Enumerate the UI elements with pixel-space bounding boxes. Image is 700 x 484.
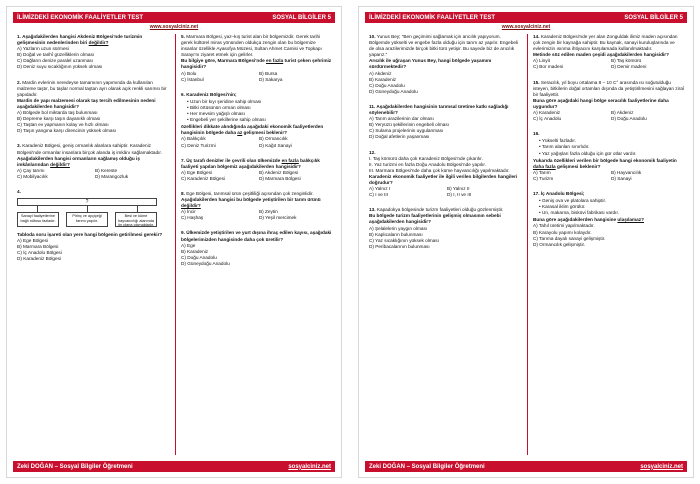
question-2: 2. Mardin evlerinin neredeyse tamamının yapımında da kullanılan malzeme taştır, bu taşlar normal taştan ayrı olarak açık renkli sarımsı bir yapıdadır. Mardin de yapı malzemesi olarak taş tercih edilmesinin nedeni aşağıdakilerden hangisidir? A) Bölgede bol miktarda taş bulunması B) Depreme karşı taşın dayanıklı olması C) Taştan ev yapmanın kolay ve hızlı olması D) Taşın yangına karşı direncinin yüksek olması xyxy=(17,80,169,135)
question-1: 1. Aşağıdakilerden hangisi Akdeniz Bölgesi'nde turizmin gelişmesinin nedenlerinden biri değildir? A) Yazların uzun sürmesi B) Doğal ve tarihî güzelliklerin olması C) Dağların denize paralel uzanması D) Deniz suyu sıcaklığının yüksek olması xyxy=(17,34,169,71)
option[interactable]: B) Yeryüzü şekillerinin engebeli olması xyxy=(369,122,449,128)
statement: I. Taş kömürü daha çok Karadeniz Bölgesi'nde çıkarılır. xyxy=(369,155,483,161)
question-4: 4. ? Sanayi faaliyetlerine bağlı nüfusu fazladır. Pirinç ve ayçiçeği tarımı yapılır. Besi ve küme hayvancılığı alanında ön plana çıkmaktadır. Tabloda soru işareti olan yere hangi bölgenin getirilmesi gerekir? A) Ege Bölgesi B) Marmara Bölgesi C) İç Anadolu Bölgesi D) Karadeniz Bölgesi xyxy=(17,189,169,263)
bullet-item: • Yaz yağışları fazla olduğu için gür otlar vardır. xyxy=(539,151,685,157)
option[interactable]: B) Bursa xyxy=(259,70,278,76)
option[interactable]: B) Hayvancılık xyxy=(611,169,642,175)
option[interactable]: D) Ormancılık gelişmiştir. xyxy=(533,241,586,247)
option[interactable]: D) Sakarya xyxy=(259,76,283,82)
diagram-box: Sanayi faaliyetlerine bağlı nüfusu fazladır. xyxy=(17,212,59,227)
option[interactable]: C) I ve III xyxy=(369,192,389,198)
option[interactable]: B) Kereste xyxy=(95,167,118,173)
test-title: İLİMİZDEKİ EKONOMİK FAALİYETLER TEST xyxy=(369,14,495,21)
column-divider xyxy=(527,34,528,455)
test-page-right xyxy=(358,6,694,478)
option[interactable]: C) Mobilyacılık xyxy=(17,173,48,179)
question-7: 7. Üç tarafı denizler ile çevrili olan ülkemizde en fazla balıkçılık faaliyeti yapılan bölgemiz aşağıdakilerden hangisidir? A) Ege Bölgesi B) Akdeniz Bölgesi C) Karadeniz Bölgesi D) Marmara Bölgesi xyxy=(181,158,333,182)
page-footer xyxy=(365,461,687,472)
question-11: 11. Aşağıdakilerden hangisinin tarımsal üretime katkı sağladığı söylenebilir? A) Tarım arazilerinin dar olması B) Yeryüzü şekillerinin engebeli olması C) Sulama projelerinin uygulanması D) Doğal afetlerin yaşanması xyxy=(369,104,521,141)
page-footer xyxy=(13,461,335,472)
footer-site-link[interactable]: sosyalciniz.net xyxy=(640,463,683,470)
region-diagram xyxy=(17,198,167,228)
option[interactable]: B) Ormancılık xyxy=(259,136,288,142)
question-13: 13. Kapadokya bölgesinde turizm faaliyetleri olduğu gözlenmiştir. Bu bölgede turizm faaliyetlerinin gelişmiş olmasının sebebi aşağıdakilerden hangisidir? A) Şelalelerin yaygın olması B) Kaplıcaların bulunması C) Yaz sıcaklığının yüksek olması D) Peribacalarının bulunması xyxy=(369,207,521,250)
option[interactable]: D) Marangozluk xyxy=(95,173,129,179)
option[interactable]: A) Akdeniz xyxy=(369,70,392,76)
page-header xyxy=(365,12,687,23)
option[interactable]: A) Bölgede bol miktarda taş bulunması xyxy=(17,110,98,116)
bullet-item: • Her mevsim yağışlı olması xyxy=(187,111,333,117)
bullet-item: • Uzun bir kıyı şeridine sahip olması xyxy=(187,99,333,105)
question-9: 9. Ülkemizde yetiştirilen ve yurt dışına ihraç edilen kayısı, aşağıdaki bölgelerimizden hangisinde daha çok üretilir? A) Ege B) Karadeniz C) Doğu Anadolu D) Güneydoğu Anadolu xyxy=(181,230,332,266)
option[interactable]: B) Marmara Bölgesi xyxy=(17,244,59,250)
option[interactable]: D) Doğal afetlerin yaşanması xyxy=(369,134,430,140)
question-10: 10. Yunus Bey; "Ben geçimimi sağlamak için arıcılık yapıyorum. Bölgemde yükselti ve engebe fazla olduğu için tarım az yapılır. Engebeli de olsa arazilerimizde birçok bitki türü yetişir. Bu sayede biz de arıcılık yaparız." Arıcılık ile uğraşan Yunus Bey, hangi bölgede yaşamını sürdürmektedir? A) Akdeniz B) Karadeniz C) Doğu Anadolu D) Güneydoğu Anadolu xyxy=(369,34,521,95)
option[interactable]: C) Dağların denize paralel uzanması xyxy=(17,58,94,64)
question-12: 12. I. Taş kömürü daha çok Karadeniz Bölgesi'nde çıkarılır. II. Yaz turizmi en fazla Doğu Anadolu Bölgesi'nde yapılır. III. Marmara Bölgesi'nde daha çok küme hayvancılığı yapılmaktadır. Karadeniz ekonomik faaliyetler ile ilgili verilen bilgilerden hangileri doğrudur? A) Yalnız I B) Yalnız II C) I ve III D) I, II ve III xyxy=(369,150,521,199)
option[interactable]: C) Tarıma dayalı sanayi gelişmiştir. xyxy=(533,235,606,241)
option[interactable]: A) Tahıl üretimi yapılmaktadır. xyxy=(533,223,595,229)
column-1 xyxy=(17,34,169,272)
option[interactable]: D) Sanayi xyxy=(611,175,632,181)
test-title: İLİMİZDEKİ EKONOMİK FAALİYETLER TEST xyxy=(17,14,143,21)
option[interactable]: D) Güneydoğu Anadolu xyxy=(181,260,230,266)
question-8: 8. Ege Bölgesi, tarımsal ürün çeşitliliği açısından çok zenginlidir. Aşağıdakilerden hangisi bu bölgede yetiştirilen bir tarım ürünü değildir? A) İncir B) Zeytin C) Haşhaş D) Yeşil mercimek xyxy=(181,191,333,221)
site-link[interactable]: www.sosyalciniz.net xyxy=(501,24,551,30)
column-2 xyxy=(181,34,333,276)
option[interactable]: C) Taştan ev yapmanın kolay ve hızlı olması xyxy=(17,122,109,128)
option[interactable]: C) Karadeniz Bölgesi xyxy=(181,175,226,181)
bullet-item: • Bitki örtüsünün orman olması xyxy=(187,105,333,111)
option[interactable]: C) İstanbul xyxy=(181,76,204,82)
option[interactable]: D) Deniz suyu sıcaklığının yüksek olması xyxy=(17,64,103,70)
statement: III. Marmara Bölgesi'nde daha çok küme hayvancılığı yapılmaktadır. xyxy=(369,167,510,173)
option[interactable]: C) Yaz sıcaklığının yüksek olması xyxy=(369,237,439,243)
option[interactable]: B) Akdeniz xyxy=(611,110,634,116)
option[interactable]: A) Linyit xyxy=(533,58,550,64)
option[interactable]: D) I, II ve III xyxy=(447,192,472,198)
option[interactable]: B) Taş kömürü xyxy=(611,58,642,64)
subject-label: SOSYAL BİLGİLER 5 xyxy=(272,14,331,21)
option[interactable]: C) İç Anadolu xyxy=(533,116,562,122)
option[interactable]: A) Balıkçılık xyxy=(181,136,206,142)
option[interactable]: B) Doğal ve tarihî güzelliklerin olması xyxy=(17,52,95,58)
column-4 xyxy=(533,34,685,257)
option[interactable]: A) Ege Bölgesi xyxy=(17,238,49,244)
question-15: 15. Seracılık, yıl boyu ortalama 8 – 10 C° arasında ısı soğutulduğu isteyen, bitkilerin doğal ortamları dışında da yetiştirilmesini sağlayan ziraî bir faaliyettir. Buna göre aşağıdaki hangi bölge seracılık faaliyetlerine daha uygundur? A) Karadeniz B) Akdeniz C) İç Anadolu D) Doğu Anadolu xyxy=(533,79,685,122)
bullet-item: • Yükselti fazladır. xyxy=(539,138,685,144)
option[interactable]: B) Karadeniz xyxy=(181,248,209,254)
footer-site-link[interactable]: sosyalciniz.net xyxy=(288,463,331,470)
option[interactable]: C) İç Anadolu Bölgesi xyxy=(17,250,62,256)
bullet-item: • Geniş ova ve platolara sahiptir. xyxy=(539,198,685,204)
option[interactable]: D) Kağıt Sanayi xyxy=(259,142,292,148)
option[interactable]: B) Zeytin xyxy=(259,209,278,215)
test-page-left xyxy=(6,6,342,478)
option[interactable]: A) İncir xyxy=(181,209,196,215)
bullet-item: • Engebeli yer şekillerine sahip olması xyxy=(187,117,333,123)
option[interactable]: C) Turizm xyxy=(533,175,554,181)
option[interactable]: A) Karadeniz xyxy=(533,110,561,116)
option[interactable]: D) Yeşil mercimek xyxy=(259,215,297,221)
author-label: Zeki DOĞAN – Sosyal Bilgiler Öğretmeni xyxy=(369,463,485,470)
option[interactable]: C) Sulama projelerinin uygulanması xyxy=(369,128,444,134)
bullet-item: • Un, makarna, bisküvi fabrikası vardır. xyxy=(539,210,685,216)
option[interactable]: A) Tarım xyxy=(533,169,551,175)
option[interactable]: C) Doğu Anadolu xyxy=(181,254,217,260)
site-link[interactable]: www.sosyalciniz.net xyxy=(149,24,199,30)
option[interactable]: C) Bor madeni xyxy=(533,64,564,70)
option[interactable]: B) Depreme karşı taşın dayanıklı olması xyxy=(17,116,101,122)
option[interactable]: A) Ege xyxy=(181,242,196,248)
question-3: 3. Karadeniz Bölgesi, geniş ormanlık alanlara sahiptir. Karadeniz Bölgesi'nde ormanlar insanlara birçok alanda iş imkânı sağlamaktadır. Aşağıdakilerden hangisi ormanların sağlamış olduğu iş imkânlarından değildir? A) Çay tarımı B) Kereste C) Mobilyacılık D) Marangozluk xyxy=(17,143,169,180)
option[interactable]: D) Doğu Anadolu xyxy=(611,116,647,122)
option[interactable]: C) Doğu Anadolu xyxy=(369,82,405,88)
option[interactable]: B) Karadeniz xyxy=(369,76,397,82)
bullet-item: • Karasal iklim görülür. xyxy=(539,204,685,210)
option[interactable]: B) Karayolu yapımı kolaydır. xyxy=(533,229,592,235)
diagram-question-box: ? xyxy=(17,198,157,206)
subject-label: SOSYAL BİLGİLER 5 xyxy=(624,14,683,21)
question-16: 16. • Yükselti fazladır. • Tarım alanları sınırlıdır. • Yaz yağışları fazla olduğu için gür otlar vardır. Yukarıda özellikleri verilen bir bölgede hangi ekonomik faaliyetin daha fazla gelişmesi beklenir? A) Tarım B) Hayvancılık C) Turizm D) Sanayi xyxy=(533,131,685,182)
statement: II. Yaz turizmi en fazla Doğu Anadolu Bölgesi'nde yapılır. xyxy=(369,161,486,167)
option[interactable]: B) Yalnız II xyxy=(447,186,470,192)
option[interactable]: C) Haşhaş xyxy=(181,215,204,221)
question-5: 5. Marmara Bölgesi, yaz–kış turist alan bir bölgemizdir. Gerek tarihi gerek kültürel miras yönünden oldukça zengin olan bu bölgemize insanlar özellikle Ayasofya Müzesi, Sultan Ahmet Camisi ve Topkapı Sarayı'nı ziyaret etmek için gelirler. Bu bilgiye göre, Marmara Bölgesi'nde en fazla turist çeken şehrimiz hangisidir? A) Bolu B) Bursa C) İstanbul D) Sakarya xyxy=(181,34,332,82)
option[interactable]: B) Kaplıcaların bulunması xyxy=(369,231,423,237)
option[interactable]: C) Deniz Turizmi xyxy=(181,142,216,148)
option[interactable]: D) Güneydoğu Anadolu xyxy=(369,88,418,94)
option[interactable]: A) Yalnız I xyxy=(369,186,391,192)
option[interactable]: D) Demir madeni xyxy=(611,64,647,70)
option[interactable]: D) Taşın yangına karşı direncinin yüksek olması xyxy=(17,128,117,134)
diagram-box: Pirinç ve ayçiçeği tarımı yapılır. xyxy=(66,212,108,227)
diagram-box: Besi ve küme hayvancılığı alanında ön plana çıkmaktadır. xyxy=(115,212,157,227)
option[interactable]: B) Akdeniz Bölgesi xyxy=(259,169,299,175)
option[interactable]: D) Karadeniz Bölgesi xyxy=(17,256,62,262)
option[interactable]: A) Şelalelerin yaygın olması xyxy=(369,225,428,231)
option[interactable]: D) Marmara Bölgesi xyxy=(259,175,301,181)
option[interactable]: A) Çay tarımı xyxy=(17,167,45,173)
author-label: Zeki DOĞAN – Sosyal Bilgiler Öğretmeni xyxy=(17,463,133,470)
option[interactable]: A) Bolu xyxy=(181,70,197,76)
question-14: 14. Karadeniz Bölgesi'nde yer alan Zonguldak ilimiz maden açısından çok zengin bir kaynağa sahiptir. Bu kaynak, sanayi kuruluşlarında ve evlerimizin ısınma ihtiyacını karşılamada kullanılmaktadır. Metinde söz edilen maden çeşidi aşağıdakilerden hangisidir? A) Linyit B) Taş kömürü C) Bor madeni D) Demir madeni xyxy=(533,34,685,71)
option[interactable]: A) Tarım arazilerinin dar olması xyxy=(369,116,434,122)
column-divider xyxy=(175,34,176,455)
column-3 xyxy=(369,34,521,259)
question-17: 17. İç Anadolu Bölgesi; • Geniş ova ve platolara sahiptir. • Karasal iklim görülür. • Un, makarna, bisküvi fabrikası vardır. Buna göre aşağıdakilerden hangisine ulaşılamaz? A) Tahıl üretimi yapılmaktadır. B) Karayolu yapımı kolaydır. C) Tarıma dayalı sanayi gelişmiştir. D) Ormancılık gelişmiştir. xyxy=(533,191,685,248)
option[interactable]: D) Peribacalarının bulunması xyxy=(369,243,430,249)
option[interactable]: A) Ege Bölgesi xyxy=(181,169,213,175)
question-6: 6. Karadeniz Bölgesi'nin; • Uzun bir kıyı şeridine sahip olması • Bitki örtüsünün orman olması • Her mevsim yağışlı olması • Engebeli yer şekillerine sahip olması özellikleri dikkate alındığında aşağıdaki ekonomik faaliyetlerden hangisinin bölgede daha az gelişmesi beklenir? A) Balıkçılık B) Ormancılık C) Deniz Turizmi D) Kağıt Sanayi xyxy=(181,92,333,149)
bullet-item: • Tarım alanları sınırlıdır. xyxy=(539,144,685,150)
option[interactable]: A) Yazların uzun sürmesi xyxy=(17,46,69,52)
page-header xyxy=(13,12,335,23)
